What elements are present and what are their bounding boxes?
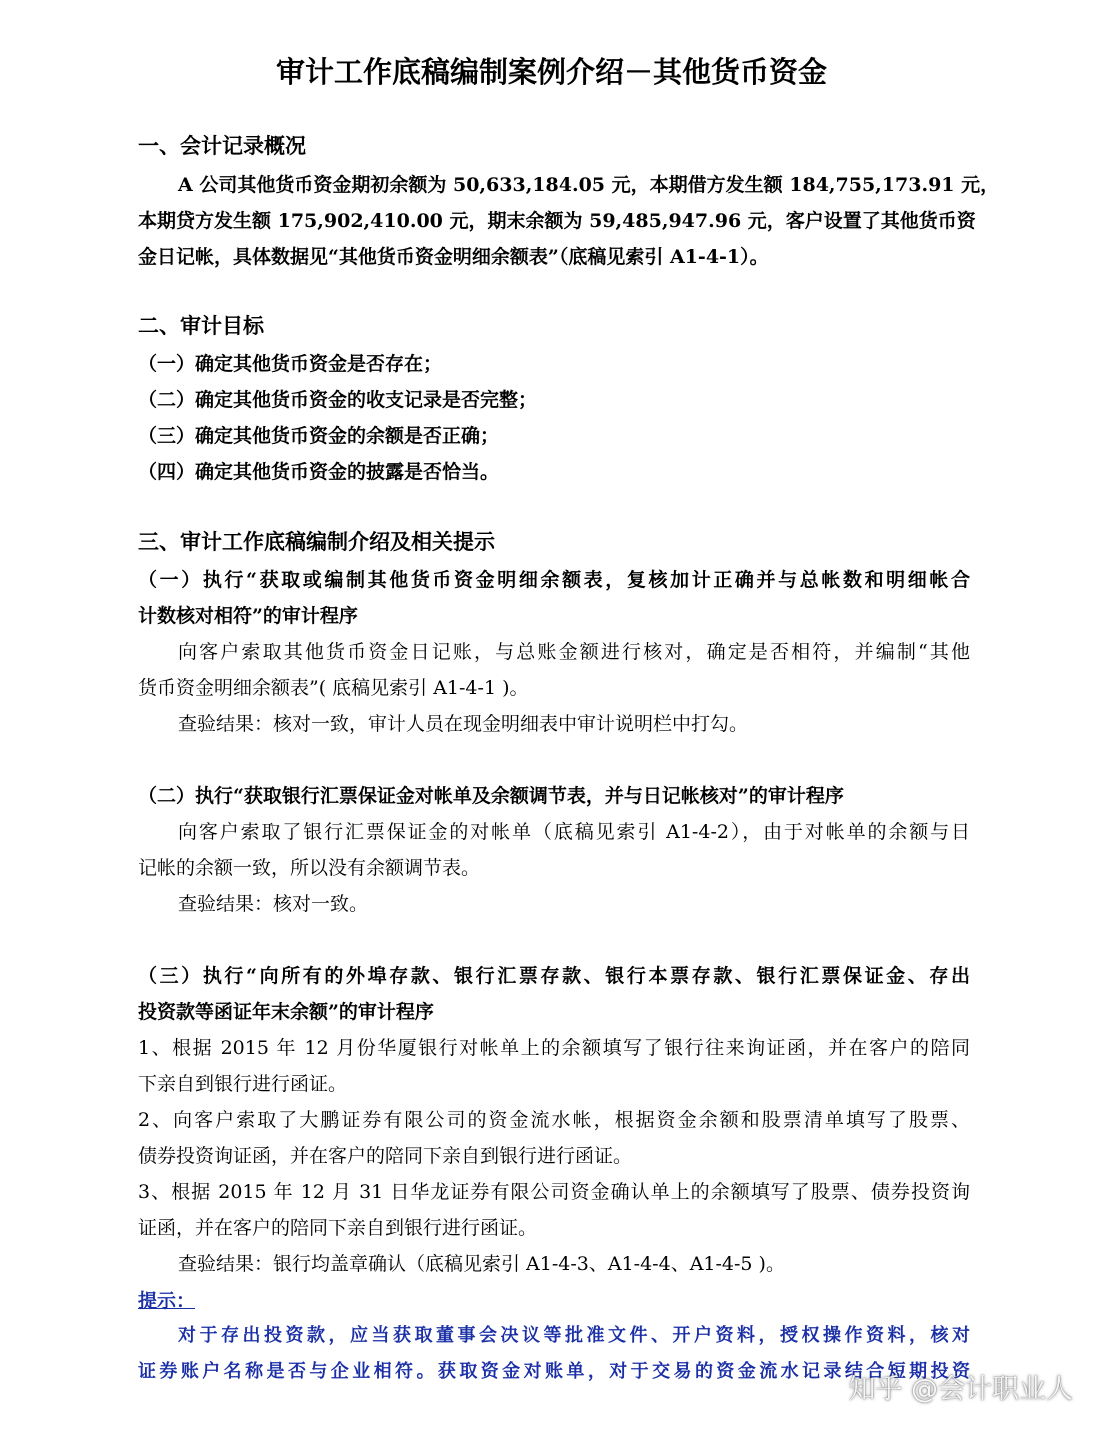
hint-label: 提示： <box>138 1290 196 1312</box>
watermark: 知乎 @会计职业人 <box>848 1374 1073 1405</box>
paragraph-line: 1、根据 2015 年 12 月份华厦银行对帐单上的余额填写了银行往来询证函，并在客户的陪同 <box>138 1037 970 1059</box>
paragraph-line: 债券投资询证函，并在客户的陪同下亲自到银行进行函证。 <box>138 1145 633 1167</box>
hint-line: 证券账户名称是否与企业相符。获取资金对账单，对于交易的资金流水记录结合短期投资 <box>138 1361 970 1382</box>
paragraph-line: 记帐的余额一致，所以没有余额调节表。 <box>138 857 481 879</box>
subsection-title: 投资款等函证年末余额”的审计程序 <box>138 1001 434 1023</box>
result-line: 查验结果：核对一致。 <box>178 893 369 915</box>
paragraph-line: 3、根据 2015 年 12 月 31 日华龙证券有限公司资金确认单上的余额填写了股票、债券投资询 <box>138 1181 970 1203</box>
paragraph-line: 货币资金明细余额表”( 底稿见索引 A1-4-1 )。 <box>138 677 529 699</box>
objective-item: （二）确定其他货币资金的收支记录是否完整； <box>138 389 538 411</box>
result-line: 查验结果：核对一致，审计人员在现金明细表中审计说明栏中打勾。 <box>178 713 749 735</box>
paragraph-line: 2、向客户索取了大鹏证券有限公司的资金流水帐，根据资金余额和股票清单填写了股票、 <box>138 1109 970 1131</box>
document-title: 审计工作底稿编制案例介绍－其他货币资金 <box>275 55 827 89</box>
objective-item: （三）确定其他货币资金的余额是否正确； <box>138 425 500 447</box>
paragraph-line: 金日记帐，具体数据见“其他货币资金明细余额表”（底稿见索引 A1-4-1）。 <box>138 246 769 268</box>
paragraph-line: 本期贷方发生额 175,902,410.00 元，期末余额为 59,485,947.96 元，客户设置了其他货币资 <box>138 210 976 232</box>
paragraph-line: 证函，并在客户的陪同下亲自到银行进行函证。 <box>138 1217 538 1239</box>
subsection-title: （二）执行“获取银行汇票保证金对帐单及余额调节表，并与日记帐核对”的审计程序 <box>138 785 844 807</box>
subsection-title: 计数核对相符”的审计程序 <box>138 605 358 627</box>
subsection-title: （三）执行“向所有的外埠存款、银行汇票存款、银行本票存款、银行汇票保证金、存出 <box>138 965 970 987</box>
result-line: 查验结果：银行均盖章确认（底稿见索引 A1-4-3、A1-4-4、A1-4-5 )。 <box>178 1253 785 1275</box>
paragraph-line: 向客户索取其他货币资金日记账，与总账金额进行核对，确定是否相符，并编制“其他 <box>178 641 970 663</box>
paragraph-line: 向客户索取了银行汇票保证金的对帐单（底稿见索引 A1-4-2），由于对帐单的余额与日 <box>178 821 970 843</box>
section-heading-audit-objectives: 二、审计目标 <box>138 314 264 338</box>
objective-item: （四）确定其他货币资金的披露是否恰当。 <box>138 461 500 483</box>
paragraph-line: A 公司其他货币资金期初余额为 50,633,184.05 元，本期借方发生额 184,755,173.91 元， <box>178 174 1000 196</box>
subsection-title: （一）执行“获取或编制其他货币资金明细余额表，复核加计正确并与总帐数和明细帐合 <box>138 569 970 591</box>
objective-item: （一）确定其他货币资金是否存在； <box>138 353 443 375</box>
hint-line: 对于存出投资款，应当获取董事会决议等批准文件、开户资料，授权操作资料，核对 <box>178 1325 970 1346</box>
section-heading-working-papers: 三、审计工作底稿编制介绍及相关提示 <box>138 530 495 554</box>
section-heading-accounting-records: 一、会计记录概况 <box>138 134 306 158</box>
paragraph-line: 下亲自到银行进行函证。 <box>138 1073 348 1095</box>
